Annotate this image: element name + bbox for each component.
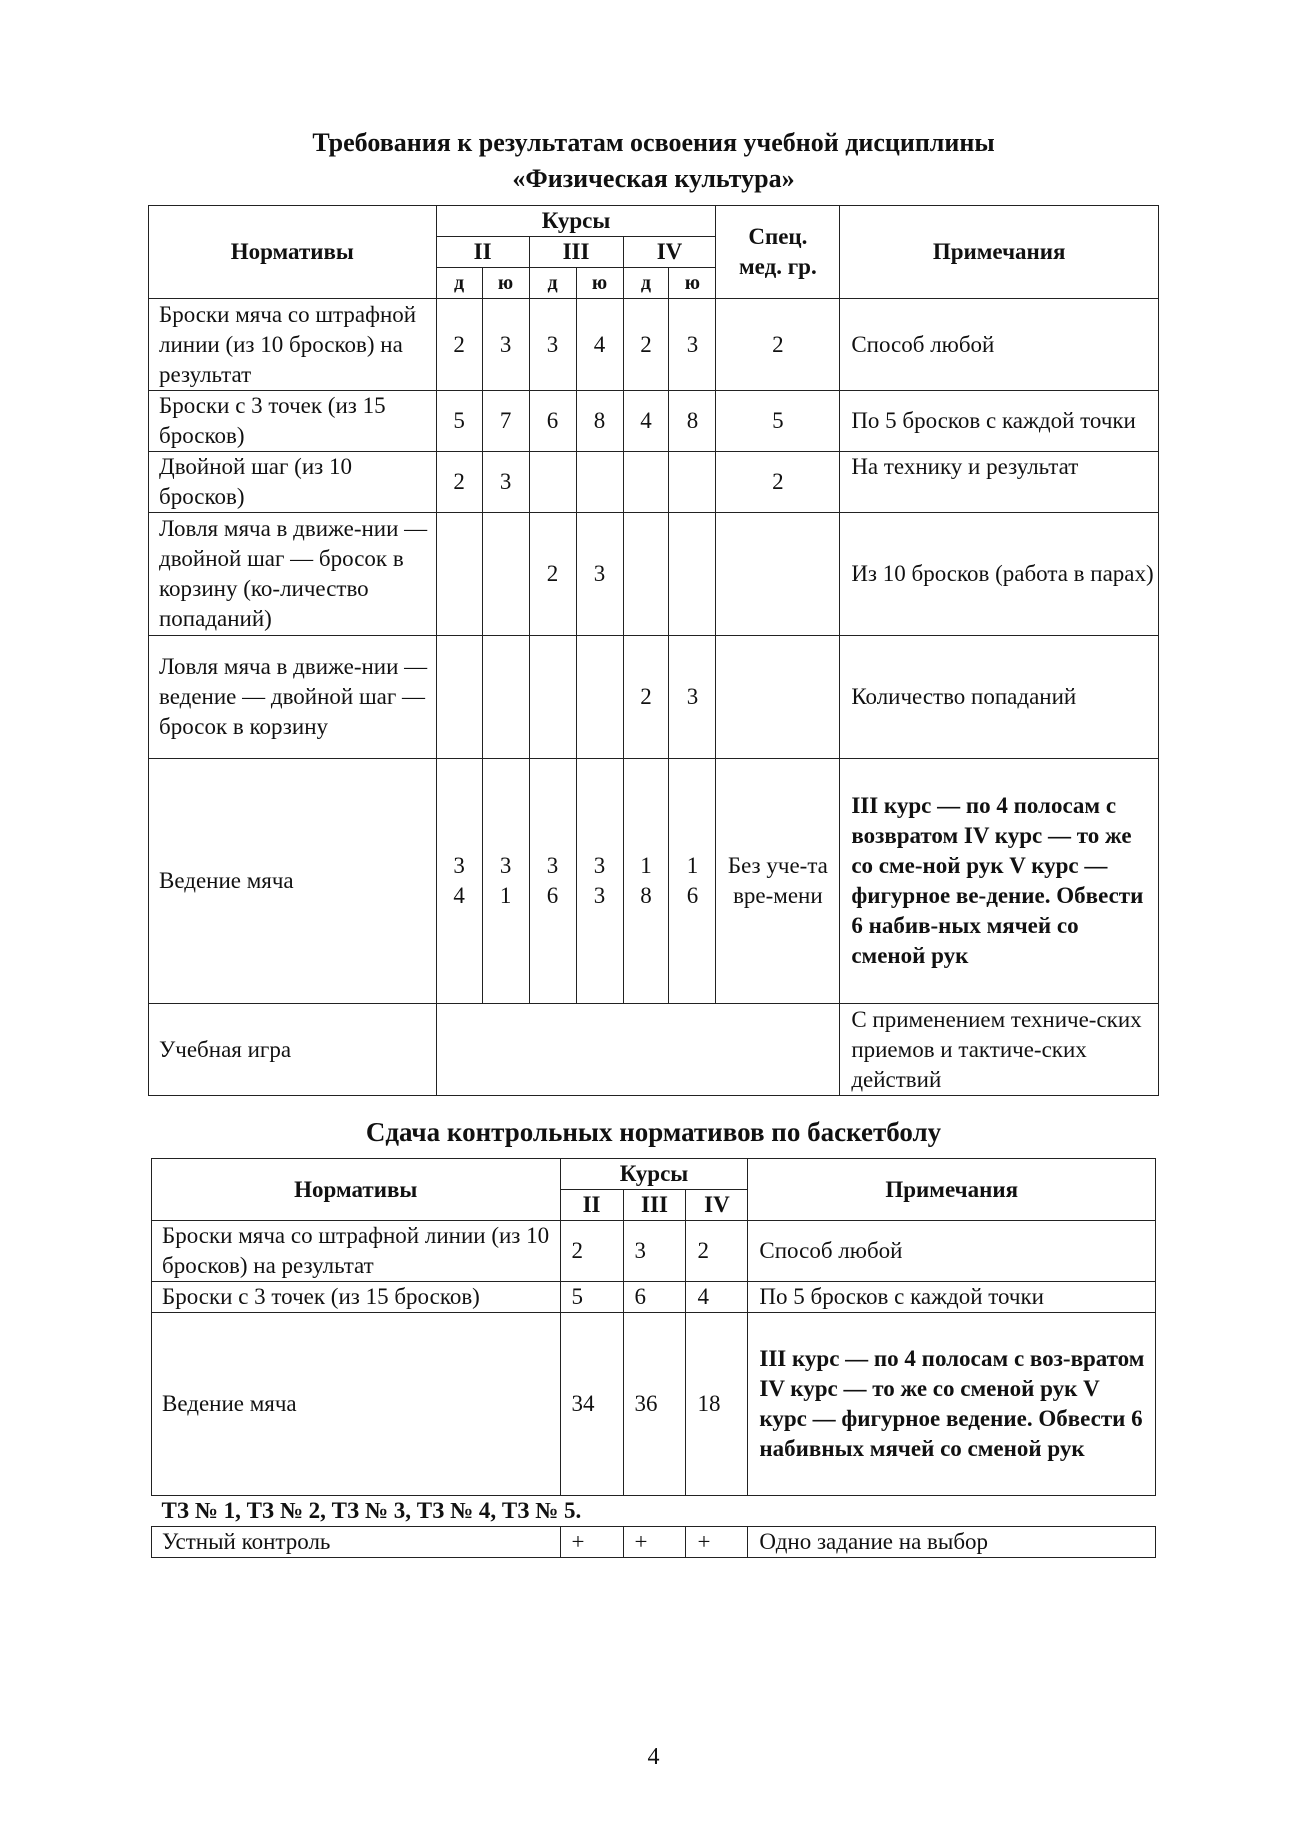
note-cell: С применением техниче-ских приемов и тактиче-ских действий (840, 1004, 1159, 1096)
value-cell (436, 513, 482, 636)
table-row (149, 636, 1159, 759)
value-cell: + (686, 1527, 748, 1558)
table-row (149, 1004, 1159, 1096)
value-cell: 3 6 (529, 759, 576, 1004)
note-cell: III курс — по 4 полосам с воз-вратом IV курс — то же со сменой рук V курс — фигурное ведение. Обвести 6 набивных мячей со сменой рук (748, 1313, 1156, 1496)
table-row (152, 1221, 1156, 1282)
note-cell: По 5 бросков с каждой точки (840, 391, 1159, 452)
course-header: IV (623, 237, 716, 268)
value-cell (623, 513, 669, 636)
col-header-spec: Спец. мед. гр. (716, 206, 840, 299)
table-row (149, 759, 1159, 1004)
note-cell: По 5 бросков с каждой точки (748, 1282, 1156, 1313)
tz-row (152, 1496, 1156, 1527)
value-cell: 34 (560, 1313, 623, 1496)
table-row (152, 1527, 1156, 1558)
course-header: II (560, 1190, 623, 1221)
note-cell: Из 10 бросков (работа в парах) (840, 513, 1159, 636)
value-cell (529, 452, 576, 513)
note-cell: Способ любой (840, 299, 1159, 391)
value-cell: 2 (623, 636, 669, 759)
table-row (149, 513, 1159, 636)
value-cell (669, 513, 716, 636)
row-name: Ловля мяча в движе-нии — ведение — двойной шаг — бросок в корзину (149, 636, 437, 759)
value-cell: 6 (529, 391, 576, 452)
spec-cell: Без уче-та вре-мени (716, 759, 840, 1004)
value-cell: + (560, 1527, 623, 1558)
spec-cell (716, 636, 840, 759)
table-row (152, 1313, 1156, 1496)
page-number: 4 (647, 1744, 660, 1770)
value-cell: 3 (576, 513, 623, 636)
value-cell: 3 (482, 299, 529, 391)
row-name: Броски с 3 точек (из 15 бросков) (149, 391, 437, 452)
sub-header: д (529, 268, 576, 299)
sub-header: д (623, 268, 669, 299)
row-name: Броски мяча со штрафной линии (из 10 бросков) на результат (149, 299, 437, 391)
value-cell (576, 452, 623, 513)
col-header-primechaniya: Примечания (748, 1159, 1156, 1221)
value-cell: 6 (623, 1282, 686, 1313)
value-cell (623, 452, 669, 513)
value-cell: 1 8 (623, 759, 669, 1004)
table-row (149, 299, 1159, 391)
value-cell: 3 (529, 299, 576, 391)
row-name: Броски с 3 точек (из 15 бросков) (152, 1282, 561, 1313)
requirements-table (148, 205, 1159, 1096)
spec-cell: 5 (716, 391, 840, 452)
table-row (152, 1282, 1156, 1313)
row-name: Двойной шаг (из 10 бросков) (149, 452, 437, 513)
row-name: Учебная игра (149, 1004, 437, 1096)
course-header: II (436, 237, 529, 268)
value-cell: 2 (436, 452, 482, 513)
tz-list: ТЗ № 1, ТЗ № 2, ТЗ № 3, ТЗ № 4, ТЗ № 5. (152, 1496, 1156, 1527)
sub-header: д (436, 268, 482, 299)
value-cell: 8 (669, 391, 716, 452)
value-cell: 4 (686, 1282, 748, 1313)
row-name: Ведение мяча (149, 759, 437, 1004)
course-header: III (623, 1190, 686, 1221)
value-cell: 18 (686, 1313, 748, 1496)
value-cell: 3 (669, 299, 716, 391)
table-row (149, 452, 1159, 513)
value-cell (436, 636, 482, 759)
value-cell: 3 1 (482, 759, 529, 1004)
value-cell: 8 (576, 391, 623, 452)
row-name: Броски мяча со штрафной линии (из 10 бросков) на результат (152, 1221, 561, 1282)
value-cell: + (623, 1527, 686, 1558)
empty-merged-cell (436, 1004, 840, 1096)
value-cell (529, 636, 576, 759)
value-cell: 2 (436, 299, 482, 391)
heading-line-2: «Физическая культура» (512, 164, 795, 193)
heading-table-2: Сдача контрольных нормативов по баскетболу (365, 1117, 942, 1147)
value-cell: 4 (576, 299, 623, 391)
col-header-normativy: Нормативы (149, 206, 437, 299)
value-cell: 3 (623, 1221, 686, 1282)
value-cell: 3 3 (576, 759, 623, 1004)
value-cell (482, 513, 529, 636)
table-row (149, 391, 1159, 452)
value-cell: 2 (623, 299, 669, 391)
spec-cell: 2 (716, 452, 840, 513)
value-cell (576, 636, 623, 759)
value-cell: 1 6 (669, 759, 716, 1004)
spec-cell (716, 513, 840, 636)
note-cell: Количество попаданий (840, 636, 1159, 759)
value-cell (669, 452, 716, 513)
sub-header: ю (482, 268, 529, 299)
sub-header: ю (669, 268, 716, 299)
row-name: Устный контроль (152, 1527, 561, 1558)
heading-line-1: Требования к результатам освоения учебной дисциплины (312, 128, 995, 157)
value-cell: 3 (669, 636, 716, 759)
course-header: III (529, 237, 623, 268)
value-cell: 4 (623, 391, 669, 452)
value-cell: 2 (529, 513, 576, 636)
row-name: Ведение мяча (152, 1313, 561, 1496)
value-cell: 2 (686, 1221, 748, 1282)
col-header-normativy: Нормативы (152, 1159, 561, 1221)
value-cell: 5 (560, 1282, 623, 1313)
note-cell: III курс — по 4 полосам с возвратом IV курс — то же со сме-ной рук V курс — фигурное ве-дение. Обвести 6 набив-ных мячей со сменой рук (840, 759, 1159, 1004)
value-cell: 2 (560, 1221, 623, 1282)
col-header-kursy: Курсы (560, 1159, 748, 1190)
value-cell: 3 (482, 452, 529, 513)
value-cell (482, 636, 529, 759)
course-header: IV (686, 1190, 748, 1221)
value-cell: 36 (623, 1313, 686, 1496)
value-cell: 3 4 (436, 759, 482, 1004)
spec-cell: 2 (716, 299, 840, 391)
col-header-primechaniya: Примечания (840, 206, 1159, 299)
row-name: Ловля мяча в движе-нии — двойной шаг — бросок в корзину (ко-личество попаданий) (149, 513, 437, 636)
value-cell: 5 (436, 391, 482, 452)
col-header-kursy: Курсы (436, 206, 716, 237)
note-cell: Одно задание на выбор (748, 1527, 1156, 1558)
note-cell: Способ любой (748, 1221, 1156, 1282)
sub-header: ю (576, 268, 623, 299)
control-norms-table (151, 1158, 1156, 1558)
note-cell: На технику и результат (840, 452, 1159, 513)
value-cell: 7 (482, 391, 529, 452)
